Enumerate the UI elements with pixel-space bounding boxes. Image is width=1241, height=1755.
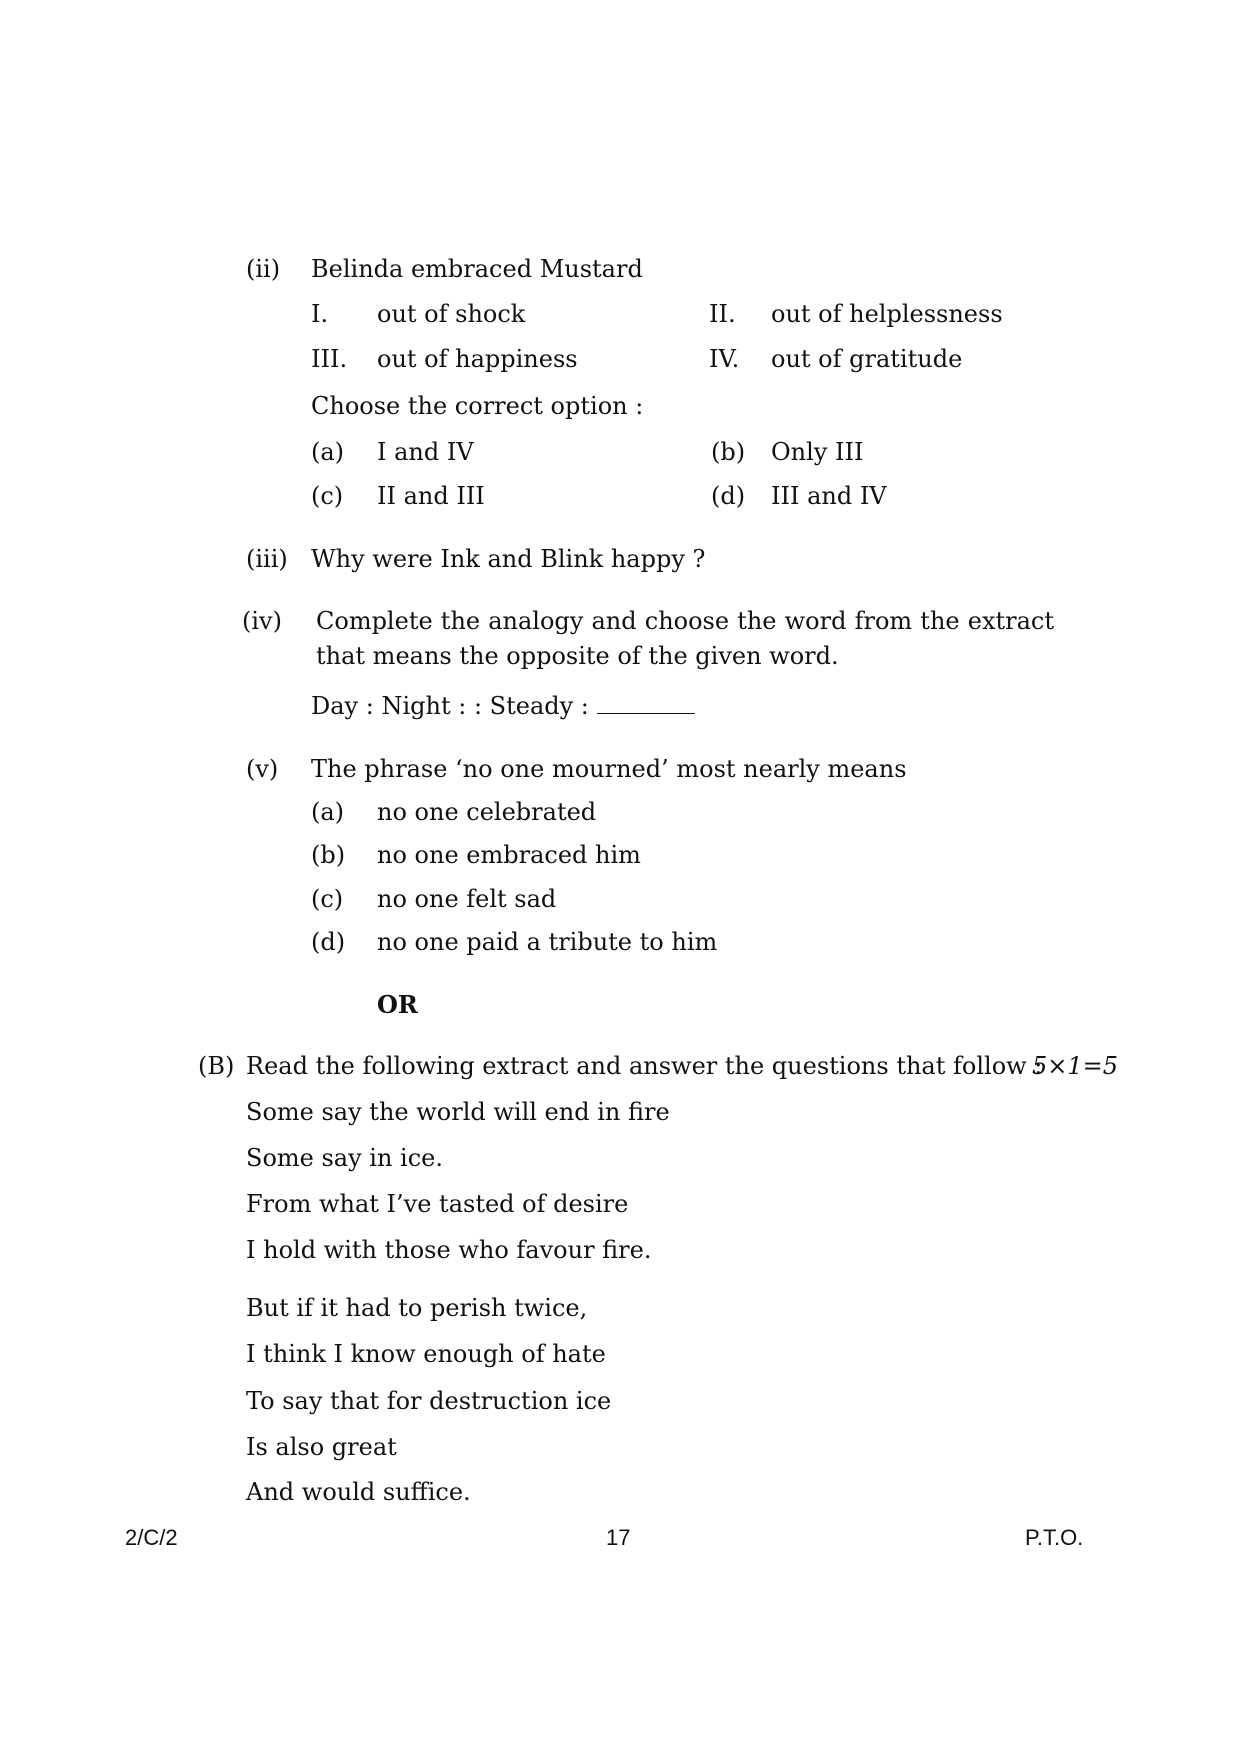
option-number: (d): [311, 928, 346, 956]
section-label: (B): [198, 1052, 235, 1080]
option-text: Only III: [771, 438, 864, 466]
pto-label: P.T.O.: [1025, 1525, 1084, 1550]
question-text: Belinda embraced Mustard: [311, 255, 643, 283]
poem-line: I hold with those who favour fire.: [246, 1236, 652, 1264]
choose-instruction: Choose the correct option :: [311, 392, 644, 420]
statement-text: out of happiness: [377, 345, 578, 373]
page-number: 17: [606, 1525, 631, 1550]
statement-number: IV.: [709, 345, 740, 373]
statement-text: out of gratitude: [771, 345, 963, 373]
option-number: (a): [311, 438, 345, 466]
poem-line: Some say the world will end in fire: [246, 1098, 670, 1126]
question-text: The phrase ‘no one mourned’ most nearly means: [311, 755, 907, 783]
analogy-text: Day : Night : : Steady :: [311, 692, 589, 720]
option-number: (d): [711, 482, 746, 510]
option-number: (b): [711, 438, 746, 466]
question-number: (iii): [246, 545, 288, 573]
option-text: III and IV: [771, 482, 887, 510]
question-text: Complete the analogy and choose the word from the extract that means the opposite of the given word.: [316, 607, 1054, 670]
statement-text: out of shock: [377, 300, 526, 328]
poem-line: But if it had to perish twice,: [246, 1294, 588, 1322]
option-text: no one felt sad: [377, 885, 557, 913]
question-text: Why were Ink and Blink happy ?: [311, 545, 706, 573]
poem-line: To say that for destruction ice: [246, 1387, 612, 1415]
statement-number: I.: [311, 300, 329, 328]
statement-number: III.: [311, 345, 348, 373]
statement-number: II.: [709, 300, 736, 328]
option-number: (b): [311, 841, 346, 869]
or-separator: OR: [377, 990, 418, 1019]
question-number: (ii): [246, 255, 281, 283]
poem-line: And would suffice.: [246, 1478, 471, 1506]
statement-text: out of helplessness: [771, 300, 1003, 328]
answer-blank: [597, 693, 695, 714]
option-text: no one paid a tribute to him: [377, 928, 718, 956]
option-text: no one embraced him: [377, 841, 641, 869]
option-text: I and IV: [377, 438, 474, 466]
analogy: [311, 693, 695, 718]
footer-code: 2/C/2: [125, 1525, 178, 1550]
question-number: (iv): [242, 607, 282, 635]
question-number: (v): [246, 755, 279, 783]
poem-line: Some say in ice.: [246, 1144, 444, 1172]
marks: 5×1=5: [1032, 1052, 1119, 1080]
poem-line: Is also great: [246, 1433, 397, 1461]
poem-line: From what I’ve tasted of desire: [246, 1190, 629, 1218]
option-text: II and III: [377, 482, 485, 510]
option-number: (c): [311, 482, 344, 510]
section-instruction: Read the following extract and answer the questions that follow :: [246, 1052, 1043, 1080]
option-text: no one celebrated: [377, 798, 597, 826]
option-number: (a): [311, 798, 345, 826]
option-number: (c): [311, 885, 344, 913]
poem-line: I think I know enough of hate: [246, 1340, 606, 1368]
